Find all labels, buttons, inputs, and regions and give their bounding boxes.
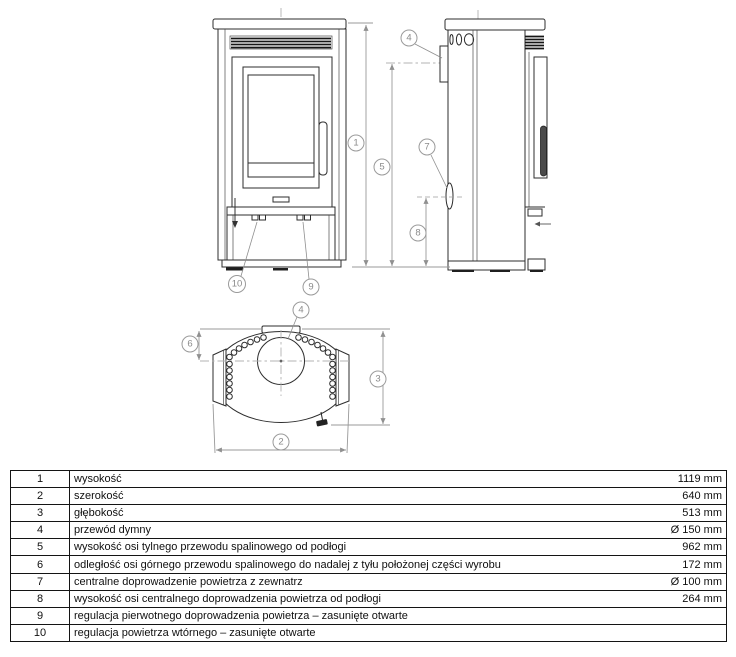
door (232, 57, 332, 207)
foot (226, 268, 243, 271)
callout-label: 3 (375, 373, 381, 385)
spec-value: 962 mm (626, 539, 727, 556)
callout-label: 10 (231, 278, 243, 290)
spec-value: 172 mm (626, 556, 727, 573)
flue-collar (440, 46, 448, 82)
callout-balloon-5 (374, 159, 390, 175)
table-row (11, 471, 727, 488)
callout-label: 8 (415, 227, 421, 239)
table-row (11, 522, 727, 539)
body (448, 30, 525, 261)
table-row (11, 590, 727, 607)
right-side-panel (336, 349, 349, 406)
door-handle (541, 126, 547, 176)
spec-name: wysokość osi tylnego przewodu spalinowego od podłogi (70, 539, 627, 556)
callout-balloon-9 (303, 279, 319, 295)
callout-label: 1 (353, 137, 359, 149)
spec-number: 4 (11, 522, 70, 539)
spec-name: przewód dymny (70, 522, 627, 539)
callout-balloon-4-top (293, 302, 309, 318)
callout-balloon-4-side (401, 30, 417, 46)
callout-balloon-10 (229, 276, 246, 293)
spec-number: 7 (11, 573, 70, 590)
callout-balloon-6 (182, 336, 198, 352)
spec-number: 2 (11, 488, 70, 505)
spec-number: 1 (11, 471, 70, 488)
top-plate (213, 19, 346, 29)
table-row (11, 505, 727, 522)
central-air-inlet (446, 183, 453, 209)
table-row (11, 624, 727, 641)
top-view (200, 326, 352, 427)
spec-number: 10 (11, 624, 70, 641)
front-view (213, 8, 346, 271)
callout-balloon-3 (370, 371, 386, 387)
spec-value: Ø 100 mm (626, 573, 727, 590)
spec-name: wysokość (70, 471, 627, 488)
front-foot (528, 259, 545, 270)
spec-name: szerokość (70, 488, 627, 505)
air-grille (525, 37, 544, 49)
spec-name: wysokość osi centralnego doprowadzenia powietrza od podłogi (70, 590, 627, 607)
foot (452, 270, 474, 273)
spec-value (626, 624, 727, 641)
spec-value: 640 mm (626, 488, 727, 505)
spec-number: 5 (11, 539, 70, 556)
spec-value: 513 mm (626, 505, 727, 522)
spec-number: 6 (11, 556, 70, 573)
spec-value: 1119 mm (626, 471, 727, 488)
callout-balloon-2 (273, 434, 289, 450)
callout-balloon-8 (410, 225, 426, 241)
spec-value: 264 mm (626, 590, 727, 607)
spec-number: 8 (11, 590, 70, 607)
spec-number: 9 (11, 607, 70, 624)
callout-balloon-1 (348, 135, 364, 151)
callout-label: 4 (406, 32, 412, 44)
shelf (227, 207, 335, 215)
foot (530, 270, 543, 273)
spec-name: regulacja powietrza wtórnego – zasunięte otwarte (70, 624, 627, 641)
spec-number: 3 (11, 505, 70, 522)
left-side-panel (213, 349, 226, 406)
callout-label: 9 (308, 281, 314, 293)
callout-label: 5 (379, 161, 385, 173)
door-handle (319, 122, 327, 175)
callout-label: 4 (298, 304, 304, 316)
callout-balloon-7 (419, 139, 435, 155)
foot (273, 268, 288, 271)
base (448, 261, 525, 270)
plinth (222, 260, 341, 267)
base-box (227, 215, 335, 260)
spec-name: odległość osi górnego przewodu spalinowego do nadalej z tyłu położonej części wyrobu (70, 556, 627, 573)
slider-direction-arrow (535, 222, 552, 227)
spec-table (10, 470, 727, 642)
spec-value: Ø 150 mm (626, 522, 727, 539)
callout-label: 7 (424, 141, 430, 153)
spec-value (626, 607, 727, 624)
table-row (11, 607, 727, 624)
table-row (11, 488, 727, 505)
table-row (11, 573, 727, 590)
table-row (11, 539, 727, 556)
spec-name: regulacja pierwotnego doprowadzenia powietrza – zasunięte otwarte (70, 607, 627, 624)
spec-name: centralne doprowadzenie powietrza z zewnatrz (70, 573, 627, 590)
callout-label: 6 (187, 338, 193, 350)
door-glass (248, 75, 314, 163)
spec-name: głębokość (70, 505, 627, 522)
table-row (11, 556, 727, 573)
callout-label: 2 (278, 436, 284, 448)
foot (490, 270, 510, 273)
top-plate (445, 19, 545, 30)
